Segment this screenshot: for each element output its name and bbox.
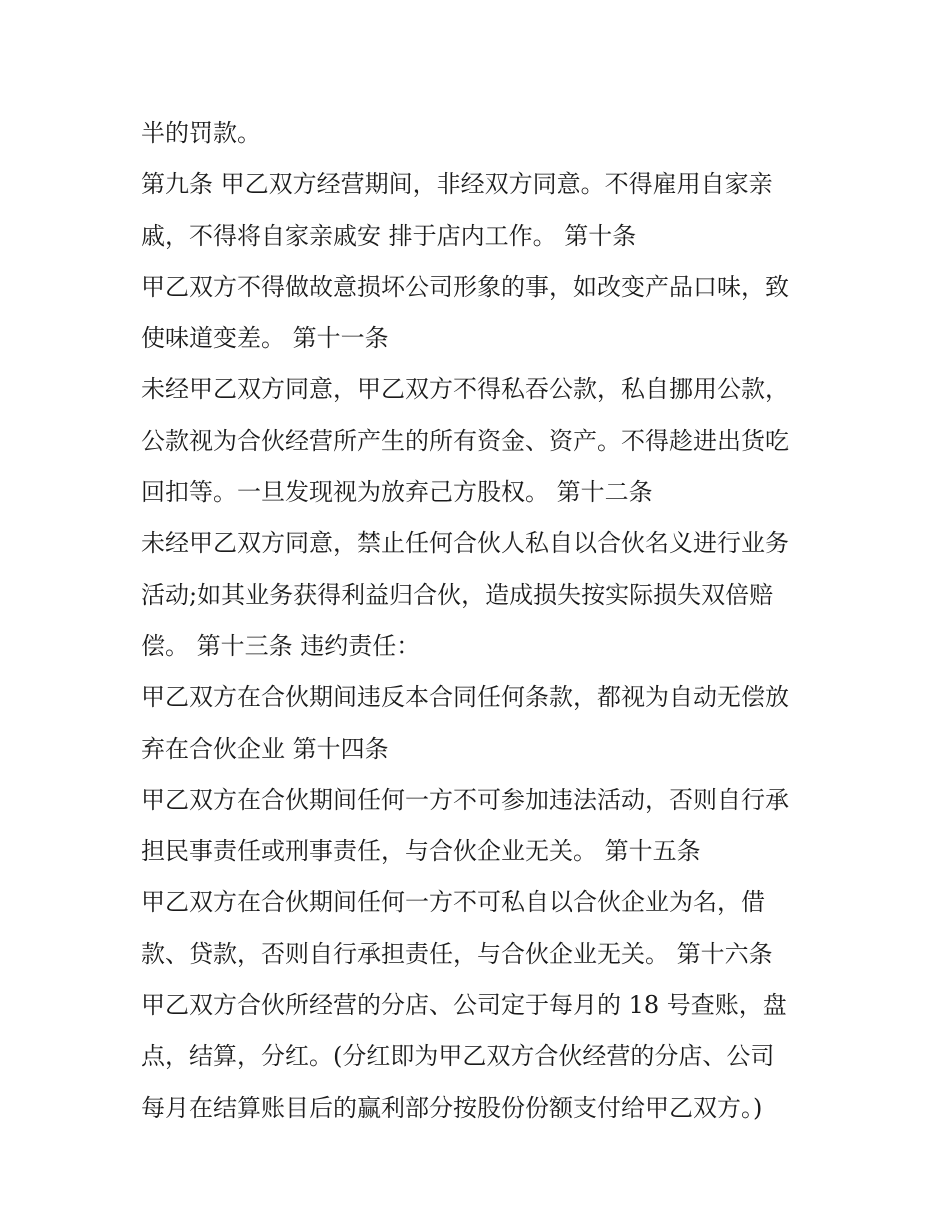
text-line: 甲乙双方合伙所经营的分店、公司定于每月的 18 号查账，盘: [141, 991, 787, 1020]
text-line: 偿。 第十三条 违约责任：: [141, 631, 421, 660]
text-line: 甲乙双方不得做故意损坏公司形象的事，如改变产品口味，致: [141, 272, 789, 301]
text-line: 甲乙双方在合伙期间任何一方不可私自以合伙企业为名，借: [141, 888, 765, 917]
text-line: 第九条 甲乙双方经营期间，非经双方同意。不得雇用自家亲: [141, 170, 773, 199]
text-line: 弃在合伙企业 第十四条: [141, 734, 389, 763]
text-line: 未经甲乙双方同意，甲乙双方不得私吞公款，私自挪用公款，: [141, 375, 789, 404]
text-line: 使味道变差。 第十一条: [141, 324, 389, 353]
text-line: 半的罚款。: [141, 119, 261, 147]
text-line: 款、贷款，否则自行承担责任，与合伙企业无关。 第十六条: [141, 939, 773, 968]
text-line: 甲乙双方在合伙期间违反本合同任何条款，都视为自动无偿放: [141, 683, 789, 712]
text-line: 回扣等。一旦发现视为放弃己方股权。 第十二条: [141, 478, 653, 507]
text-line: 未经甲乙双方同意，禁止任何合伙人私自以合伙名义进行业务: [141, 529, 789, 558]
text-line: 活动;如其业务获得利益归合伙，造成损失按实际损失双倍赔: [141, 580, 774, 609]
text-line: 每月在结算账目后的赢利部分按股份份额支付给甲乙双方。): [141, 1093, 763, 1122]
text-line: 担民事责任或刑事责任，与合伙企业无关。 第十五条: [141, 837, 701, 866]
text-line: 点，结算，分红。(分红即为甲乙双方合伙经营的分店、公司: [141, 1042, 775, 1071]
text-line: 甲乙双方在合伙期间任何一方不可参加违法活动，否则自行承: [141, 785, 789, 814]
text-line: 戚，不得将自家亲戚安 排于店内工作。 第十条: [141, 221, 637, 250]
text-line: 公款视为合伙经营所产生的所有资金、资产。不得趁进出货吃: [141, 426, 789, 455]
document-body: [141, 108, 831, 1134]
